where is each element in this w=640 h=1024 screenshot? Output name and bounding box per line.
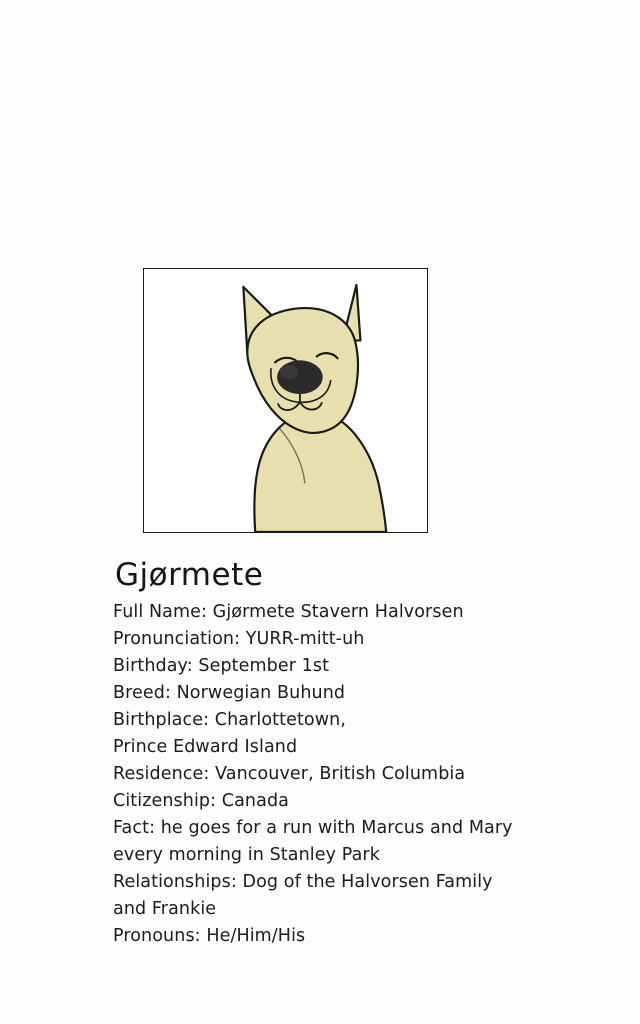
info-line-full-name: Full Name: Gjørmete Stavern Halvorsen xyxy=(113,602,464,622)
dog-portrait-drawing xyxy=(144,269,427,532)
info-line-fact-cont: every morning in Stanley Park xyxy=(113,845,380,865)
info-line-pronouns: Pronouns: He/Him/His xyxy=(113,926,306,946)
info-line-fact: Fact: he goes for a run with Marcus and Mary xyxy=(113,818,513,838)
info-line-relationships: Relationships: Dog of the Halvorsen Family xyxy=(113,872,493,892)
info-line-relationships-cont: and Frankie xyxy=(113,899,217,919)
info-line-birthplace: Birthplace: Charlottetown, xyxy=(113,710,346,730)
info-line-birthplace-cont: Prince Edward Island xyxy=(113,737,298,757)
info-line-citizenship: Citizenship: Canada xyxy=(113,791,289,811)
portrait-frame xyxy=(143,268,428,533)
character-info xyxy=(113,555,613,950)
info-line-pronunciation: Pronunciation: YURR-mitt-uh xyxy=(113,629,365,649)
info-line-birthday: Birthday: September 1st xyxy=(113,656,330,676)
info-line-breed: Breed: Norwegian Buhund xyxy=(113,683,346,703)
info-line-residence: Residence: Vancouver, British Columbia xyxy=(113,764,466,784)
character-name: Gjørmete xyxy=(115,557,264,593)
